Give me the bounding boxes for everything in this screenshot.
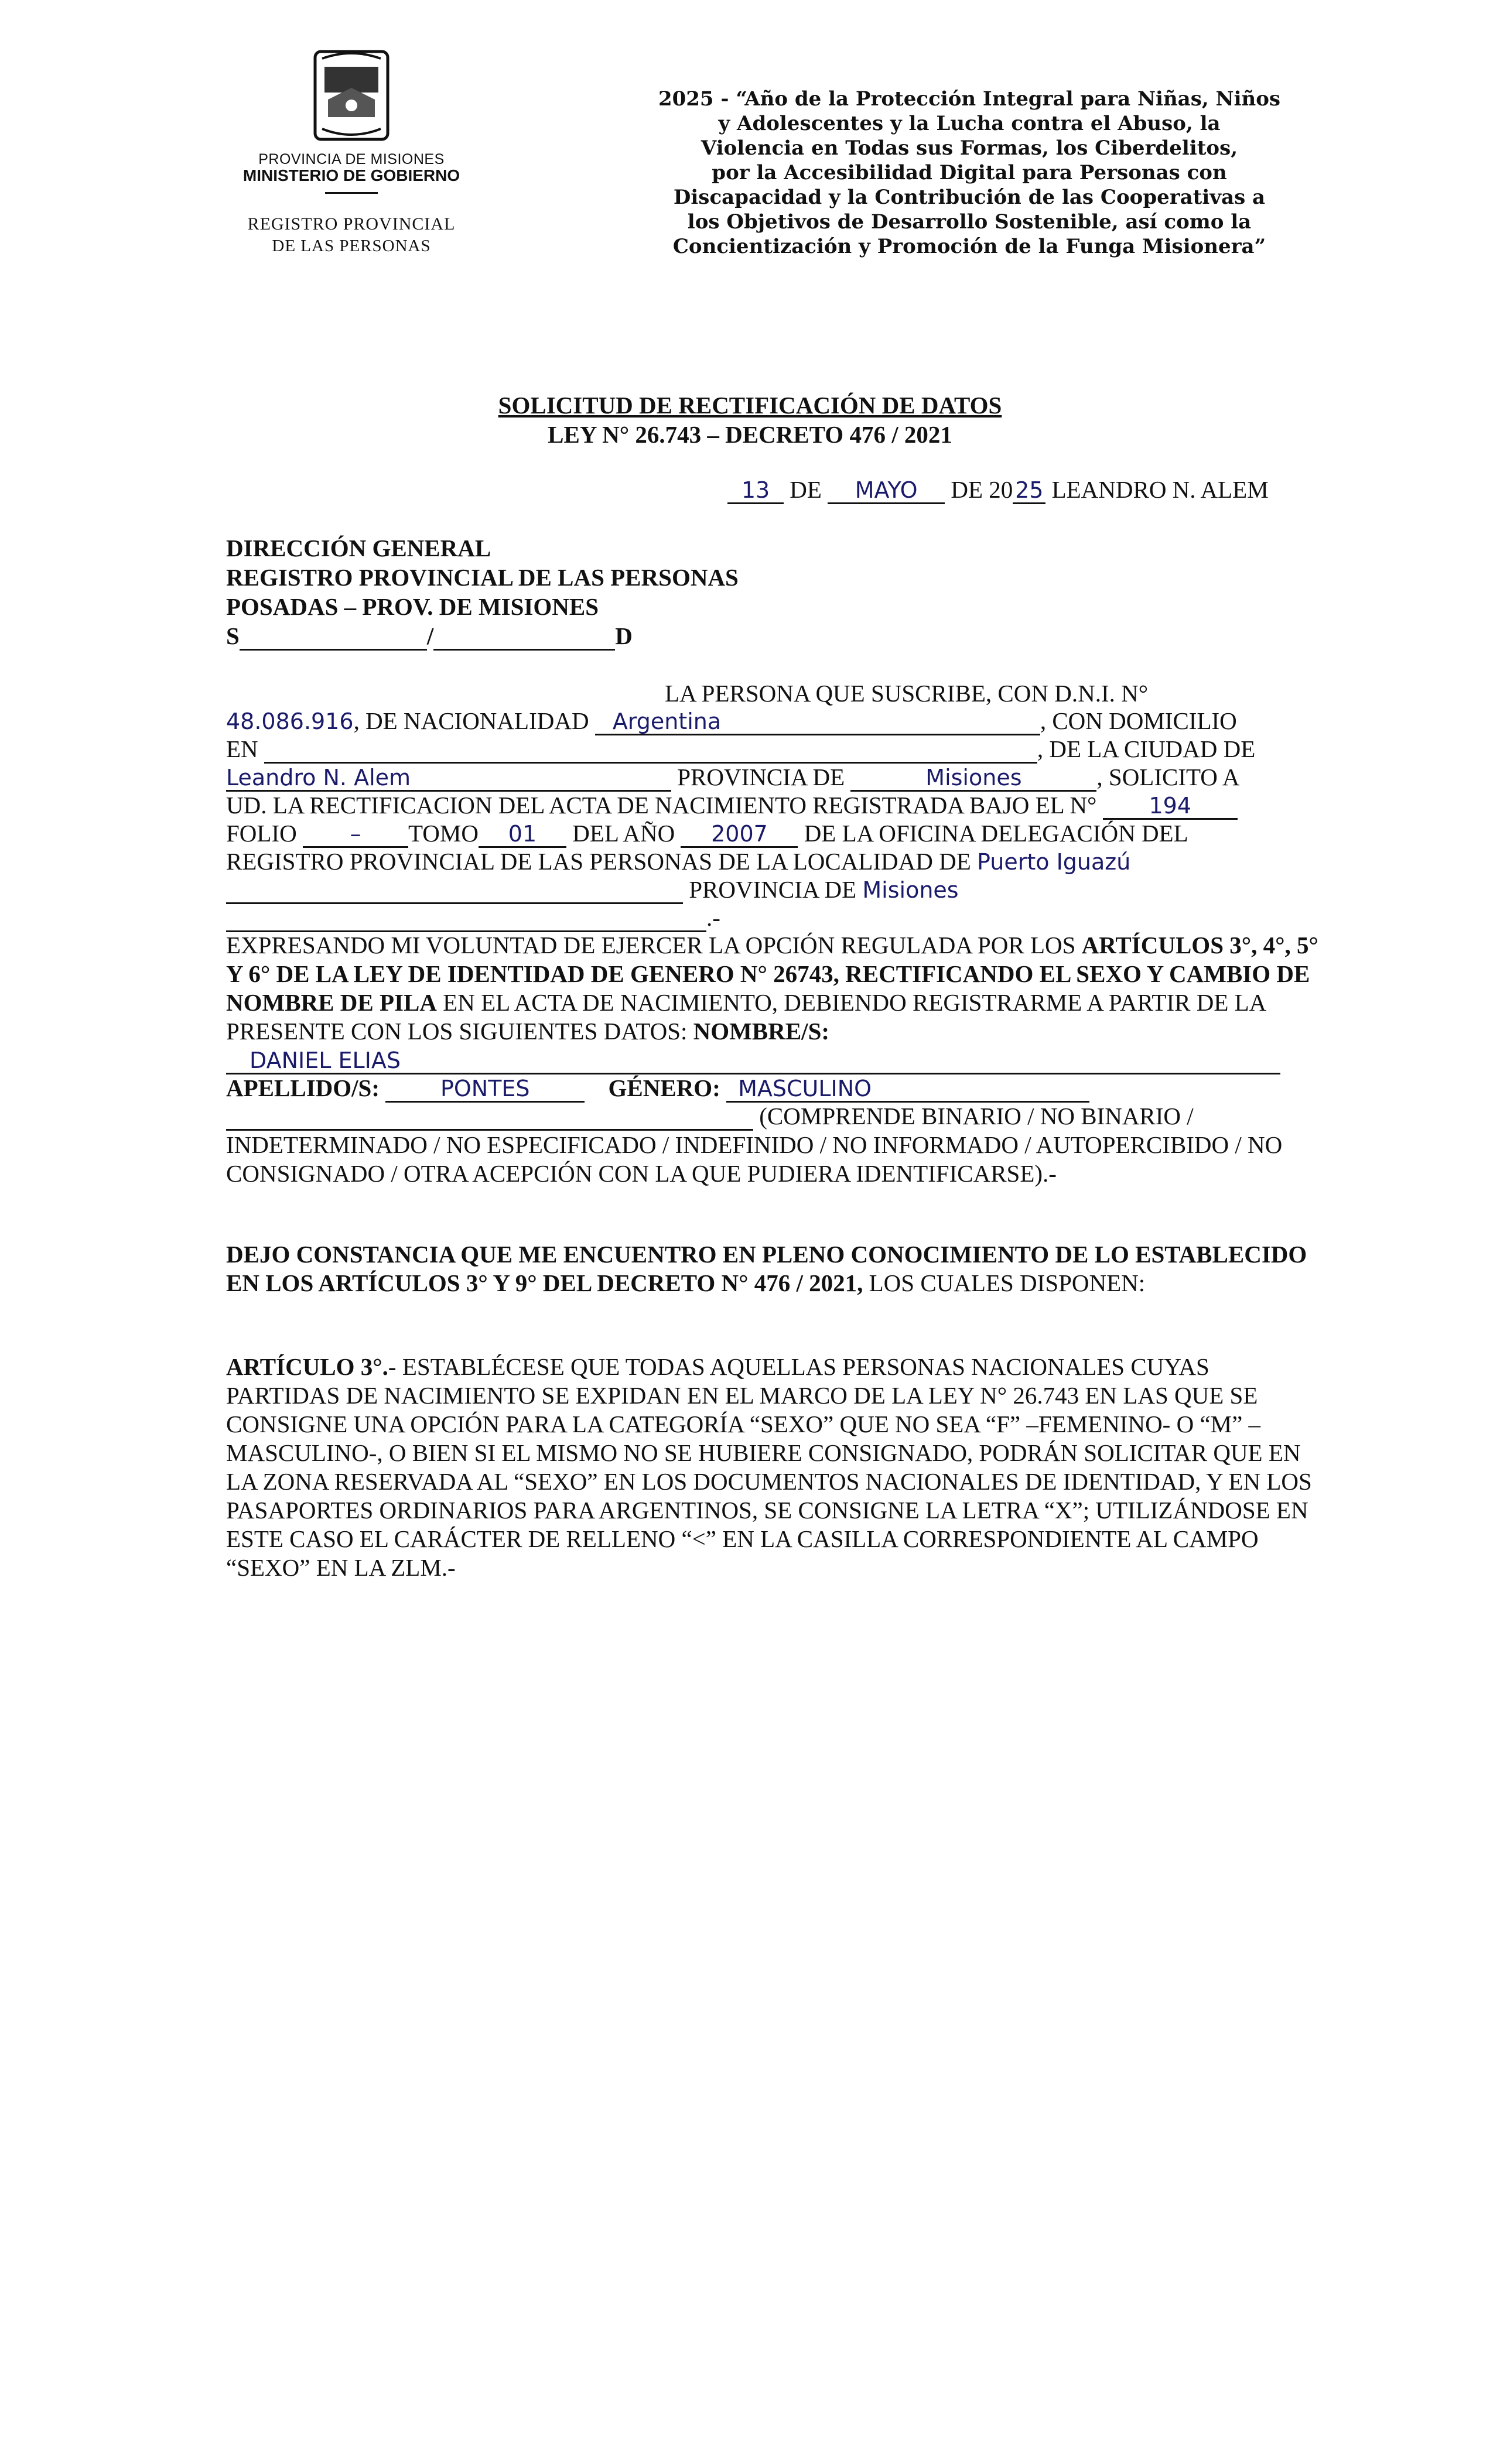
registry-line [226,847,1130,875]
date-month-field[interactable]: MAYO [828,479,945,504]
date-day-field[interactable]: 13 [727,479,784,504]
motto-line: Discapacidad y la Contribución de las Cooperativas a [673,186,1266,209]
year-motto [633,87,1306,259]
date-year-field[interactable]: 25 [1013,479,1045,504]
gender-label: GÉNERO: [608,1074,720,1101]
names-line [226,1046,1280,1074]
date-city: LEANDRO N. ALEM [1051,476,1269,503]
provincial-crest-logo [305,47,398,146]
date-de-label: DE [790,476,822,503]
province-label: PROVINCIA DE [677,764,845,790]
locality-continuation-field[interactable] [226,877,683,904]
nationality-field[interactable]: Argentina [595,710,1040,735]
dni-line [226,707,1237,735]
voluntad-text1: EXPRESANDO MI VOLUNTAD DE EJERCER LA OPCIÓN REGULADA POR LOS [226,932,1082,959]
constancia-bold: DEJO CONSTANCIA QUE ME ENCUENTRO EN PLENO CONOCIMIENTO DE LO ESTABLECIDO EN LOS ARTÍCULOS 3° Y 9° DEL DECRETO N° 476 / 2021, [226,1241,1307,1296]
motto-line: y Adolescentes y la Lucha contra el Abuso, la [718,112,1221,135]
locality-field[interactable]: Puerto Iguazú [977,849,1131,875]
motto-line: por la Accesibilidad Digital para Personas con [712,161,1227,184]
city-field[interactable]: Leandro N. Alem [226,766,671,792]
date-year-prefix: DE 20 [951,476,1013,503]
province-label: PROVINCIA DE MISIONES [258,151,445,167]
city-line [226,763,1240,792]
province2-field[interactable]: Misiones [862,877,959,903]
line-end-mark: .- [706,904,720,931]
office-label: DE LA OFICINA DELEGACIÓN DEL [804,820,1188,847]
names-field[interactable]: DANIEL ELIAS [226,1049,1280,1074]
intro-line: LA PERSONA QUE SUSCRIBE, CON D.N.I. N° [665,680,1149,707]
ministry-label: MINISTERIO DE GOBIERNO [242,166,460,184]
en-label: EN [226,735,258,762]
date-line [727,475,1269,504]
blank-line [226,904,720,932]
gender-note-paragraph [226,1102,1327,1188]
registry-locality-label: REGISTRO PROVINCIAL DE LAS PERSONAS DE LA LOCALIDAD DE [226,848,971,875]
province2-label: PROVINCIA DE [689,876,857,903]
folio-line [226,819,1188,848]
address-field[interactable] [264,737,1037,764]
motto-line: los Objetivos de Desarrollo Sostenible, así como la [687,210,1252,234]
voluntad-text2: EN EL ACTA DE NACIMIENTO, DEBIENDO REGISTRARME A PARTIR DE LA PRESENTE CON LOS SIGUIENTES DATOS: [226,989,1266,1045]
registry-label-line2: DE LAS PERSONAS [272,237,431,255]
addressee-line3: POSADAS – PROV. DE MISIONES [226,593,599,620]
motto-line: 2025 - “Año de la Protección Integral para Niñas, Niños [658,87,1281,111]
constancia-paragraph [226,1240,1327,1298]
surname-label: APELLIDO/S: [226,1074,380,1101]
folio-label: FOLIO [226,820,297,847]
salutation-line [226,622,633,651]
folio-field[interactable]: – [303,823,408,848]
year-label: DEL AÑO [572,820,675,847]
surname-field[interactable]: PONTES [385,1077,585,1103]
acta-number-field[interactable]: 194 [1103,795,1238,820]
request-label: , SOLICITO A [1096,764,1240,790]
nationality-label: , DE NACIONALIDAD [353,707,589,734]
form-title: SOLICITUD DE RECTIFICACIÓN DE DATOS [498,392,1002,419]
blank-continuation-field[interactable] [226,905,706,932]
acta-label: UD. LA RECTIFICACION DEL ACTA DE NACIMIENTO REGISTRADA BAJO EL N° [226,792,1097,819]
articulo3-text: ESTABLÉCESE QUE TODAS AQUELLAS PERSONAS NACIONALES CUYAS PARTIDAS DE NACIMIENTO SE EXPIDAN EN EL MARCO DE LA LEY N° 26.743 EN LAS QUE SE CONSIGNE UNA OPCIÓN PARA LA CATEGORÍA “SEXO” QUE NO SEA “F” –FEMENINO- O “M” –MASCULINO-, O BIEN SI EL MISMO NO SE HUBIERE CONSIGNADO, PODRÁN SOLICITAR QUE EN LA ZONA RESERVADA AL “SEXO” EN LOS DOCUMENTOS NACIONALES DE IDENTIDAD, Y EN LOS PASAPORTES ORDINARIOS PARA ARGENTINOS, SE CONSIGNE LA LETRA “X”; UTILIZÁNDOSE EN ESTE CASO EL CARÁCTER DE RELLENO “<” EN LA CASILLA CORRESPONDIENTE AL CAMPO “SEXO” EN LA ZLM.- [226,1353,1312,1581]
slash-label: / [426,622,434,649]
articulo3-label: ARTÍCULO 3°.- [226,1353,397,1380]
addressee-line2: REGISTRO PROVINCIAL DE LAS PERSONAS [226,564,739,591]
tomo-field[interactable]: 01 [479,823,566,848]
address-line [226,735,1255,764]
province-field[interactable]: Misiones [850,766,1096,792]
gender-note: (COMPRENDE BINARIO / NO BINARIO / INDETERMINADO / NO ESPECIFICADO / INDEFINIDO / NO INFORMADO / AUTOPERCIBIDO / NO CONSIGNADO / OTRA ACEPCIÓN CON LA QUE PUDIERA IDENTIFICARSE).- [226,1103,1283,1187]
d-label: D [615,622,633,649]
motto-line: Concientización y Promoción de la Funga Misionera” [672,235,1266,258]
acta-line [226,791,1238,820]
dni-field[interactable]: 48.086.916 [226,709,354,734]
voluntad-articles: ARTÍCULOS 3°, 4°, 5° Y 6° DE LA LEY DE IDENTIDAD DE GENERO N° 26743, RECTIFICANDO EL SEXO Y CAMBIO DE NOMBRE DE PILA [226,932,1318,1016]
surname-gender-line [226,1074,1089,1103]
articulo3-paragraph [226,1353,1327,1582]
constancia-text: LOS CUALES DISPONEN: [863,1269,1146,1296]
form-subtitle: LEY N° 26.743 – DECRETO 476 / 2021 [548,421,952,448]
motto-line: Violencia en Todas sus Formas, los Ciberdelitos, [701,136,1238,160]
voluntad-paragraph [226,931,1327,1046]
addressee-line1: DIRECCIÓN GENERAL [226,535,491,562]
tomo-label: TOMO [408,820,479,847]
gender-field[interactable]: MASCULINO [726,1077,1089,1103]
city-label: , DE LA CIUDAD DE [1037,735,1256,762]
year-field[interactable]: 2007 [681,823,798,848]
domicile-label: , CON DOMICILIO [1040,707,1237,734]
s-label: S [226,622,240,649]
names-label: NOMBRE/S: [693,1018,830,1045]
header-divider [325,192,378,194]
province2-line [226,875,959,904]
gender-continuation-field[interactable] [226,1104,753,1131]
registry-label-line1: REGISTRO PROVINCIAL [247,214,456,234]
